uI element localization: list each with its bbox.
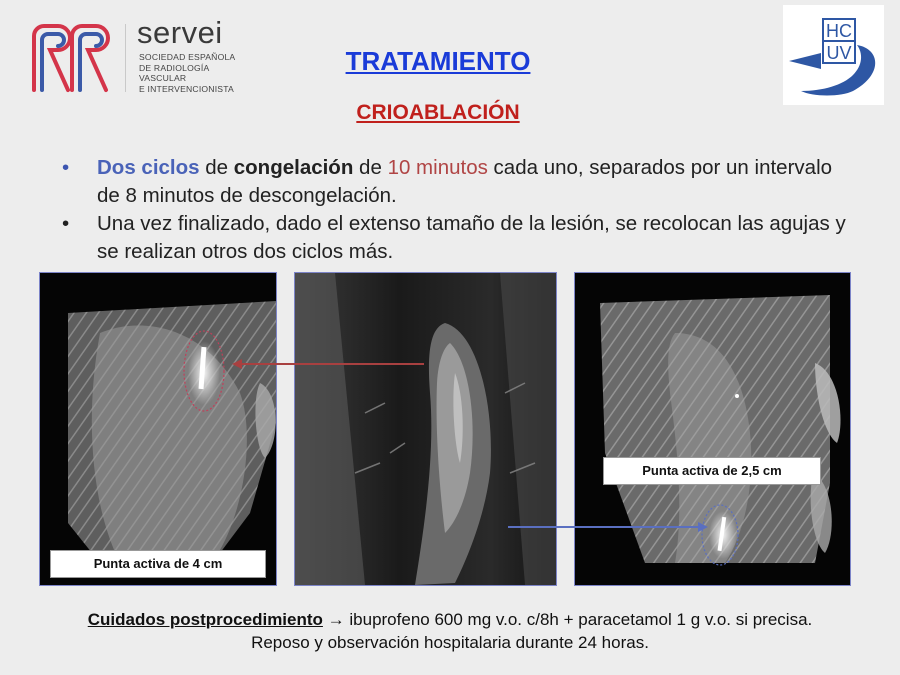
bullet-text: de [199, 156, 234, 179]
right-image-label: Punta activa de 2,5 cm [603, 457, 821, 485]
bullet-text: Una vez finalizado, dado el extenso tamaño de la lesión, se recolocan las agujas y se realizan otros dos ciclos más. [97, 212, 846, 263]
bullet-marker: • [62, 156, 70, 179]
hospital-logo-line1: HC [826, 21, 852, 41]
postprocedure-care-text: ibuprofeno 600 mg v.o. c/8h + paracetamol 1 g v.o. si precisa. [344, 610, 813, 629]
arrow-right-icon: → [327, 610, 345, 629]
bullet-text: de [353, 156, 388, 179]
page-subtitle: CRIOABLACIÓN [356, 101, 520, 124]
bullet-text-bold: congelación [233, 156, 354, 179]
hospital-logo-line2: UV [826, 43, 852, 63]
bullet-marker: • [62, 212, 70, 235]
postprocedure-care-line [0, 610, 900, 630]
bullet-text-highlight: 10 minutos [387, 156, 488, 179]
logo-subtitle-line: DE RADIOLOGÍA [139, 62, 210, 73]
logo-subtitle-line: E INTERVENCIONISTA [139, 83, 234, 94]
red-arrow-head-icon [232, 359, 242, 369]
logo-name: servei [137, 15, 223, 50]
postprocedure-care-line2: Reposo y observación hospitalaria durante 24 horas. [251, 633, 649, 652]
blue-arrow-head-icon [698, 522, 708, 532]
left-image-label: Punta activa de 4 cm [50, 550, 266, 578]
logo-subtitle-line: VASCULAR [139, 73, 187, 83]
bullet-text-highlight: Dos ciclos [97, 156, 200, 179]
bullet-text: cada uno, separados por un intervalo de 8 minutos de descongelación. [97, 156, 833, 207]
logo-subtitle-line: SOCIEDAD ESPAÑOLA [139, 52, 236, 62]
page-title: TRATAMIENTO [345, 46, 531, 76]
postprocedure-care-label: Cuidados postprocedimiento [87, 610, 323, 629]
